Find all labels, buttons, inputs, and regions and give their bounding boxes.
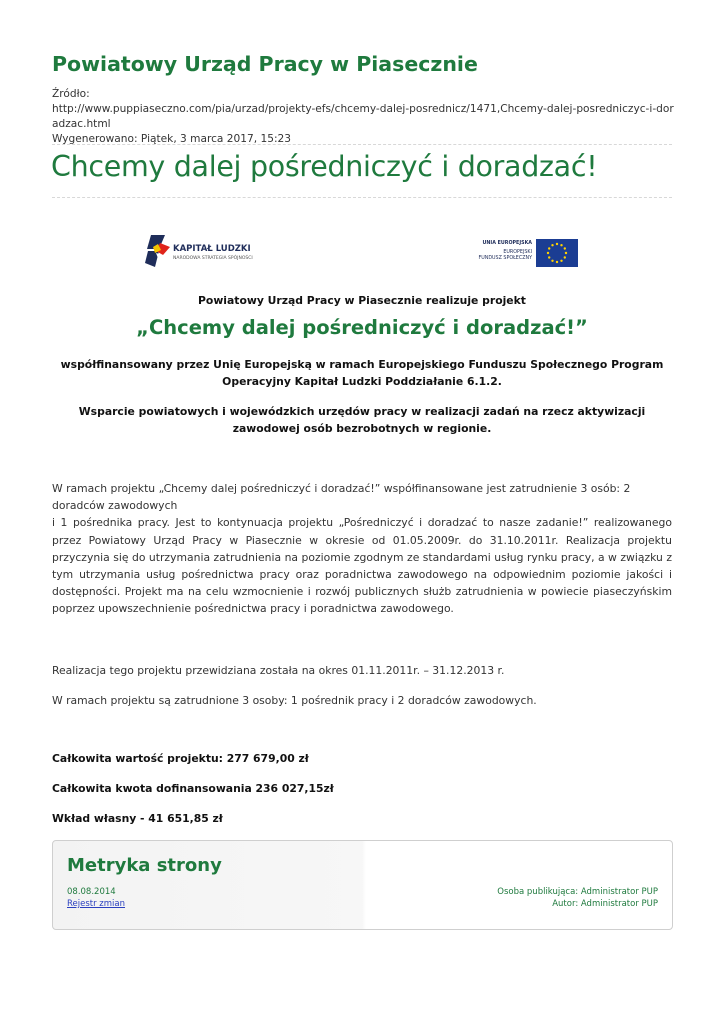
metryka-date: 08.08.2014	[67, 887, 116, 897]
change-log-link[interactable]: Rejestr zmian	[67, 899, 126, 909]
intro-line: Powiatowy Urząd Pracy w Piasecznie realizuje projekt	[198, 294, 526, 307]
total-value: Całkowita wartość projektu: 277 679,00 zł	[52, 752, 309, 765]
description-body: i 1 pośrednika pracy. Jest to kontynuacja projektu „Pośredniczyć i doradzać to nasze zadanie!” realizowanego przez Powiatowy Urząd Pracy w Piasecznie w okresie od 01.05.2009r. do 31.10.2011r. Realizacja projektu przyczynia się do utrzymania zatrudnienia na poziomie zgodnym ze standardami usług rynku pracy, a w związku z tym utrzymania usług pośrednictwa pracy oraz poradnictwa zawodowego na odpowiednim poziomie jakości i dostępności. Projekt ma na celu wzmocnienie i rozwój publicznych służb zatrudnienia w powiecie piaseczyńskim poprzez upowszechnienie pośrednictwa pracy i poradnictwa zawodowego.	[52, 516, 672, 616]
project-name-heading: „Chcemy dalej pośredniczyć i doradzać!”	[136, 316, 588, 339]
kapital-ludzki-title: KAPITAŁ LUDZKI	[173, 244, 251, 254]
project-staff: W ramach projektu są zatrudnione 3 osoby: 1 pośrednik pracy i 2 doradców zawodowych.	[52, 694, 537, 707]
kapital-ludzki-logo	[145, 233, 270, 269]
metryka-author: Autor: Administrator PUP	[552, 899, 658, 909]
print-metadata	[52, 87, 677, 147]
cofinancing-amount: Całkowita kwota dofinansowania 236 027,15zł	[52, 782, 334, 795]
source-label: Źródło:	[52, 88, 90, 100]
kapital-ludzki-emblem-icon	[145, 233, 171, 269]
page-metadata-box	[52, 840, 673, 930]
support-statement: Wsparcie powiatowych i wojewódzkich urzędów pracy w realizacji zadań na rzecz aktywizacji zawodowej osób bezrobotnych w regionie.	[78, 405, 646, 435]
eu-stars-icon	[536, 239, 578, 267]
page-title: Chcemy dalej pośredniczyć i doradzać!	[51, 150, 598, 183]
eu-logo-line3: FUNDUSZ SPOŁECZNY	[478, 256, 532, 261]
eu-logo-title: UNIA EUROPEJSKA	[482, 241, 532, 246]
description-line-1: W ramach projektu „Chcemy dalej pośredniczyć i doradzać!” współfinansowane jest zatrudnienie 3 osób: 2 doradców zawodowych	[52, 482, 631, 513]
project-period: Realizacja tego projektu przewidziana została na okres 01.11.2011r. – 31.12.2013 r.	[52, 664, 505, 677]
eu-logo-line2: EUROPEJSKI	[503, 250, 532, 255]
site-title: Powiatowy Urząd Pracy w Piasecznie	[52, 52, 478, 76]
eu-flag-icon	[536, 239, 578, 267]
source-url: http://www.puppiaseczno.com/pia/urzad/projekty-efs/chcemy-dalej-posrednicz/1471,Chcemy-dalej-posredniczyc-i-doradzac.html	[52, 103, 674, 130]
metryka-publisher: Osoba publikująca: Administrator PUP	[497, 887, 658, 897]
generated-date: Wygenerowano: Piątek, 3 marca 2017, 15:23	[52, 133, 292, 145]
project-description	[52, 480, 672, 618]
kapital-ludzki-subtitle: NARODOWA STRATEGIA SPÓJNOŚCI	[173, 256, 253, 261]
eu-logo	[470, 237, 580, 269]
divider-bottom	[52, 197, 672, 198]
metryka-title: Metryka strony	[67, 855, 222, 876]
cofinancing-statement: współfinansowany przez Unię Europejską w ramach Europejskiego Funduszu Społecznego Program Operacyjny Kapitał Ludzki Poddziałanie 6.1.2.	[60, 358, 664, 388]
own-contribution: Wkład własny - 41 651,85 zł	[52, 812, 223, 825]
divider-top	[52, 144, 672, 145]
